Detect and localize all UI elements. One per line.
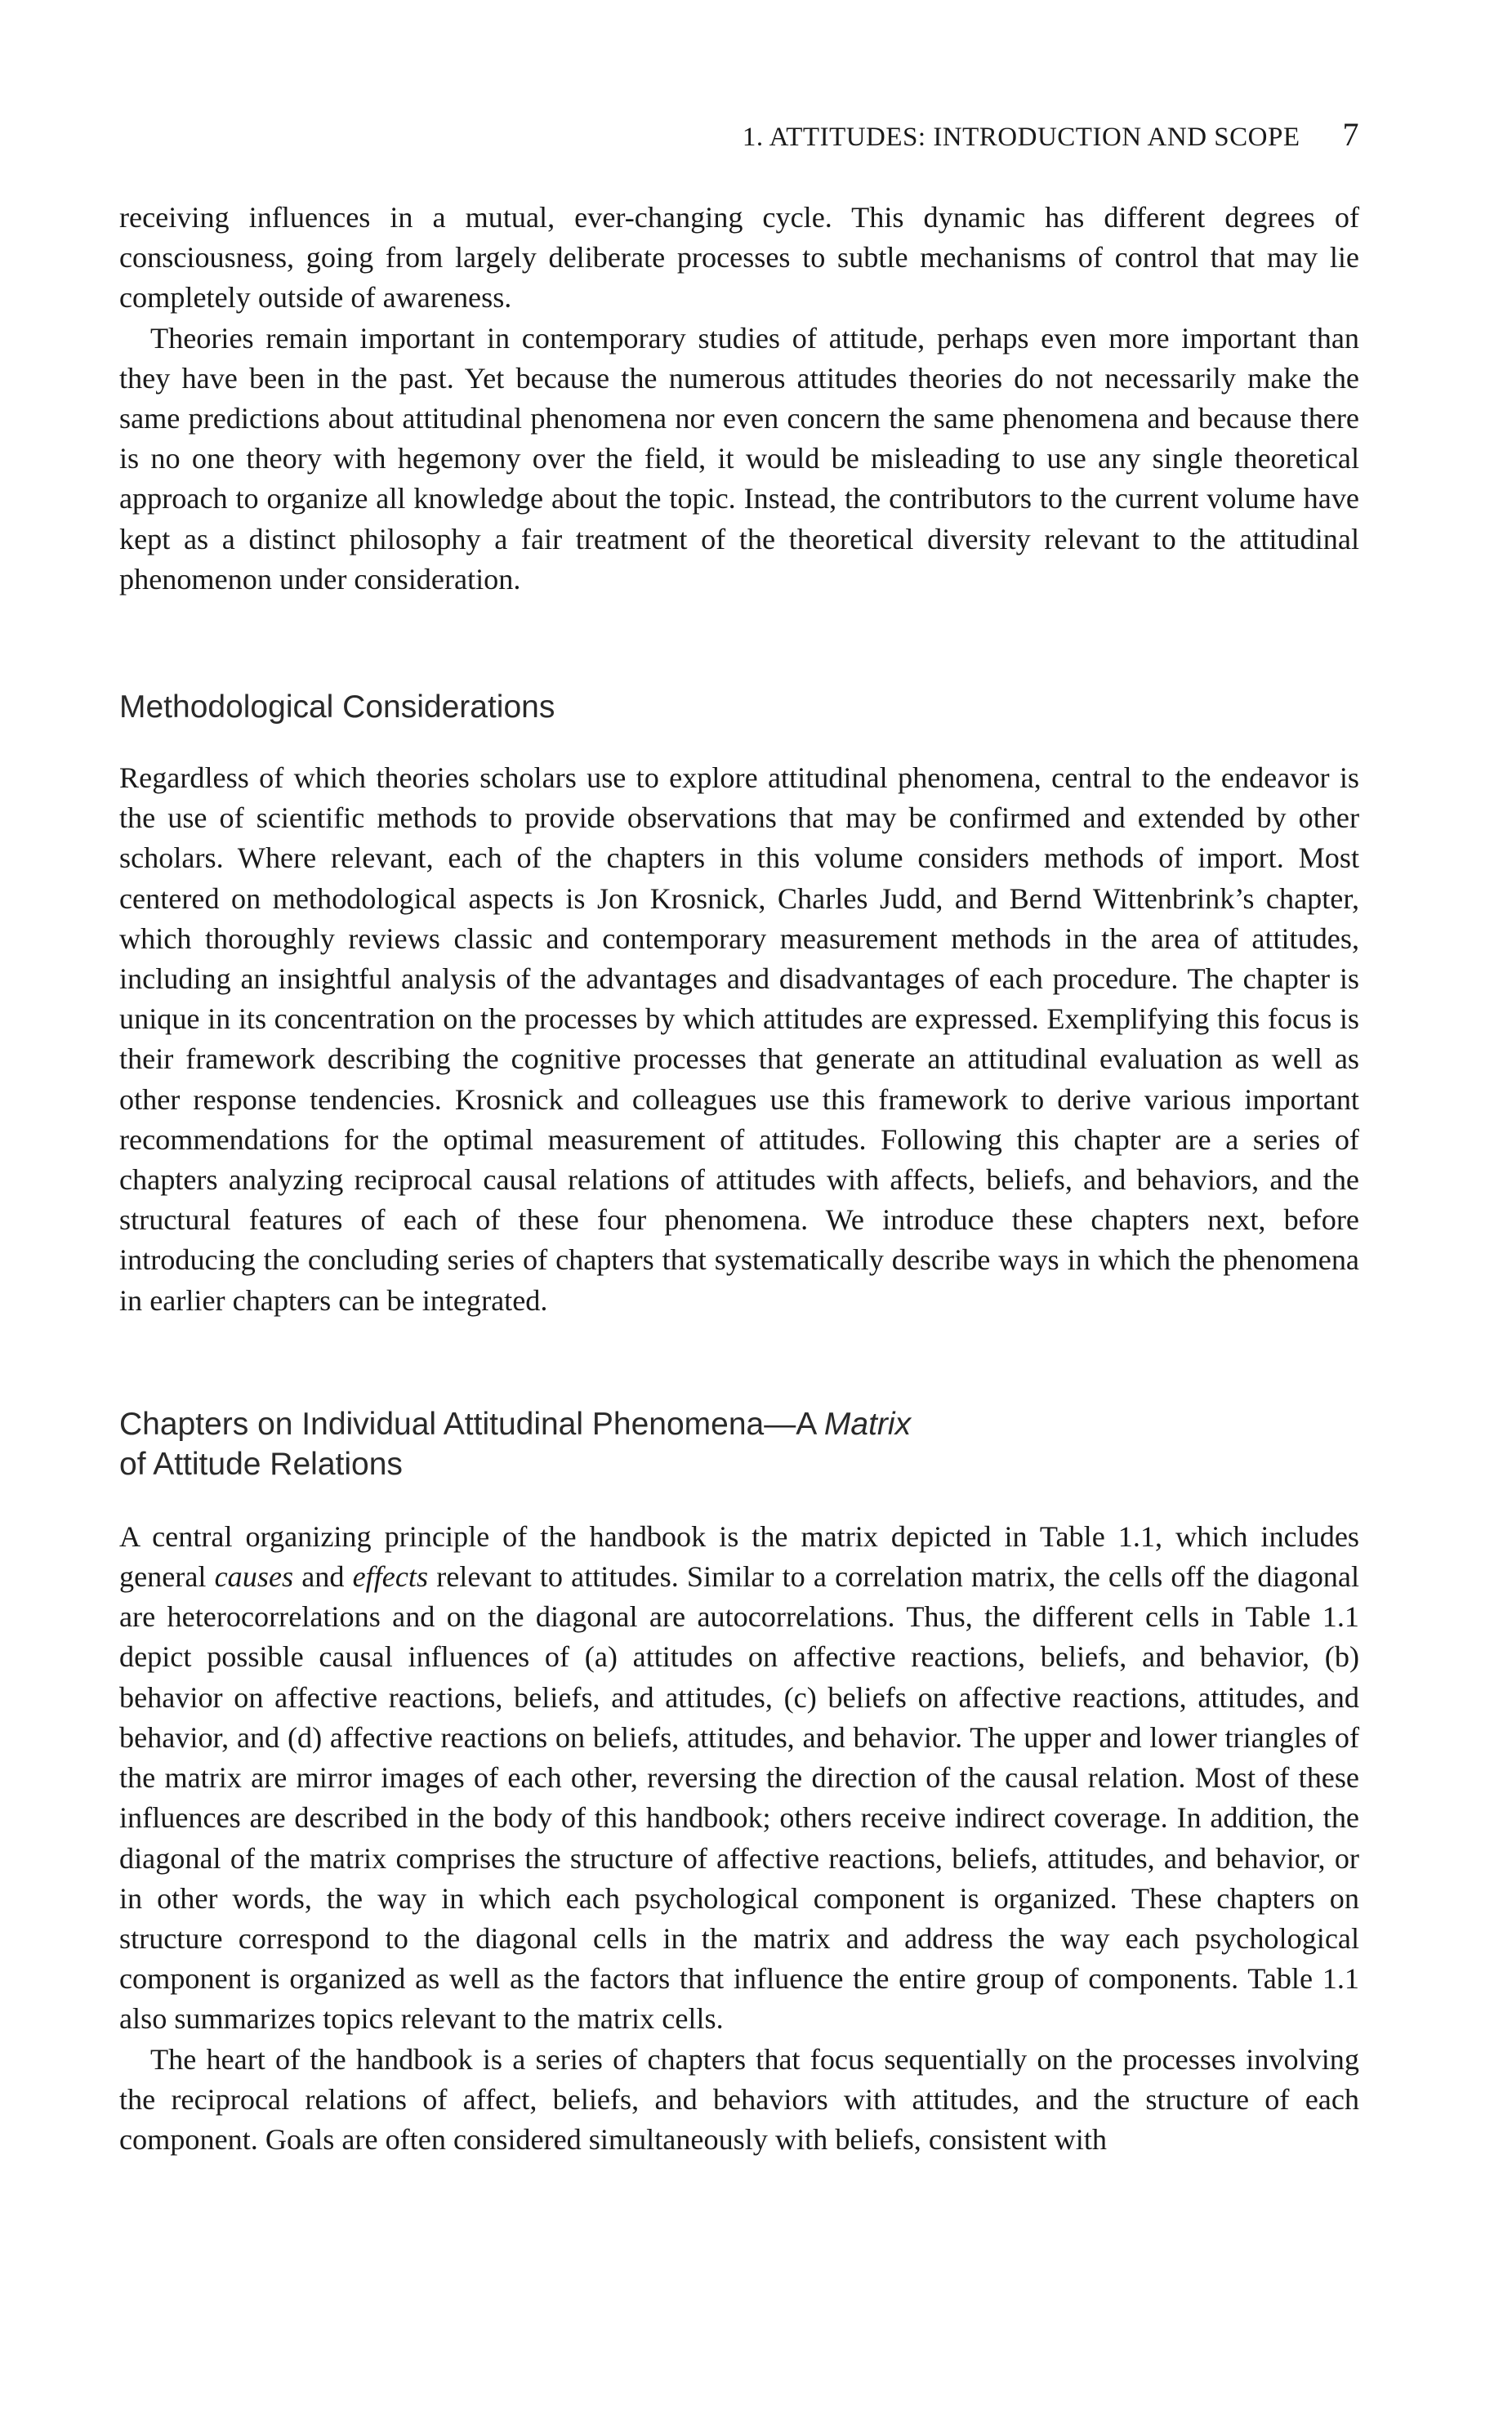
running-head — [119, 114, 1359, 155]
section-heading-chapters — [119, 1404, 1359, 1484]
p1-effects: effects — [352, 1560, 429, 1594]
section-heading-methodological: Methodological Considerations — [119, 689, 555, 725]
page-number: 7 — [1342, 116, 1359, 153]
p1-text-b: relevant to attitudes. Similar to a correlation matrix, the cells off the diagonal are heterocorrelations and on the diagonal are autocorrelations. Thus, the different cells in Table 1.1 depict possible causal influences of (a) attitudes on affective reactions, beliefs, and behavior, (b) behavior on affective reactions, beliefs, and attitudes, (c) beliefs on affective reactions, attitudes, and behavior, and (d) affective reactions on beliefs, attitudes, and behavior. The upper and lower triangles of the matrix are mirror images of each other, reversing the direction of the causal relation. Most of these influences are described in the body of this handbook; others receive indirect coverage. In addition, the diagonal of the matrix comprises the structure of affective reactions, beliefs, attitudes, and behavior, or in other words, the way in which each psychological component is organized. These chapters on structure correspond to the diagonal cells in the matrix and address the way each psychological component is organized as well as the factors that influence the entire group of components. Table 1.1 also summarizes topics relevant to the matrix cells. — [119, 1560, 1360, 2036]
chapters-paragraph-1 — [119, 1517, 1359, 2040]
p1-causes: causes — [214, 1560, 294, 1594]
intro-paragraph-2: Theories remain important in contemporary studies of attitude, perhaps even more important than they have been in the past. Yet because the numerous attitudes theories do not necessarily make the same predictions about attitudinal phenomena nor even concern the same phenomena and because there is no one theory with hegemony over the field, it would be misleading to use any single theoretical approach to organize all knowledge about the topic. Instead, the contributors to the current volume have kept as a distinct philosophy a fair treatment of the theoretical diversity relevant to the attitudinal phenomenon under consideration. — [119, 321, 1359, 596]
chapter-running-title: 1. ATTITUDES: INTRODUCTION AND SCOPE — [742, 123, 1300, 152]
p1-text-a: A central organizing principle of the handbook is the matrix depicted in Table 1.1, which includes general — [119, 1519, 1359, 1594]
p1-and: and — [293, 1560, 353, 1594]
heading-chapters-part1: Chapters on Individual Attitudinal Phenomena—A — [119, 1406, 824, 1442]
book-page — [119, 114, 1359, 2160]
heading-chapters-part2: of Attitude Relations — [119, 1446, 403, 1482]
chapters-paragraph-2: The heart of the handbook is a series of chapters that focus sequentially on the processes involving the reciprocal relations of affect, beliefs, and behaviors with attitudes, and the structure of each component. Goals are often considered simultaneously with beliefs, consistent with — [119, 2042, 1359, 2156]
methodological-paragraph: Regardless of which theories scholars use to explore attitudinal phenomena, central to the endeavor is the use of scientific methods to provide observations that may be confirmed and extended by other scholars. Where relevant, each of the chapters in this volume considers methods of import. Most centered on methodological aspects is Jon Krosnick, Charles Judd, and Bernd Wittenbrink’s chapter, which thoroughly reviews classic and contemporary measurement methods in the area of attitudes, including an insightful analysis of the advantages and disadvantages of each procedure. The chapter is unique in its concentration on the processes by which attitudes are expressed. Exemplifying this focus is their framework describing the cognitive processes that generate an attitudinal evaluation as well as other response tendencies. Krosnick and colleagues use this framework to derive various important recommendations for the optimal measurement of attitudes. Following this chapter are a series of chapters analyzing reciprocal causal relations of attitudes with affects, beliefs, and behaviors, and the structural features of each of these four phenomena. We introduce these chapters next, before introducing the concluding series of chapters that systematically describe ways in which the phenomena in earlier chapters can be integrated. — [119, 761, 1359, 1317]
heading-chapters-italic: Matrix — [823, 1406, 912, 1442]
intro-paragraph-1: receiving influences in a mutual, ever-changing cycle. This dynamic has different degrees of consciousness, going from largely deliberate processes to subtle mechanisms of control that may lie completely outside of awareness. — [119, 201, 1359, 315]
